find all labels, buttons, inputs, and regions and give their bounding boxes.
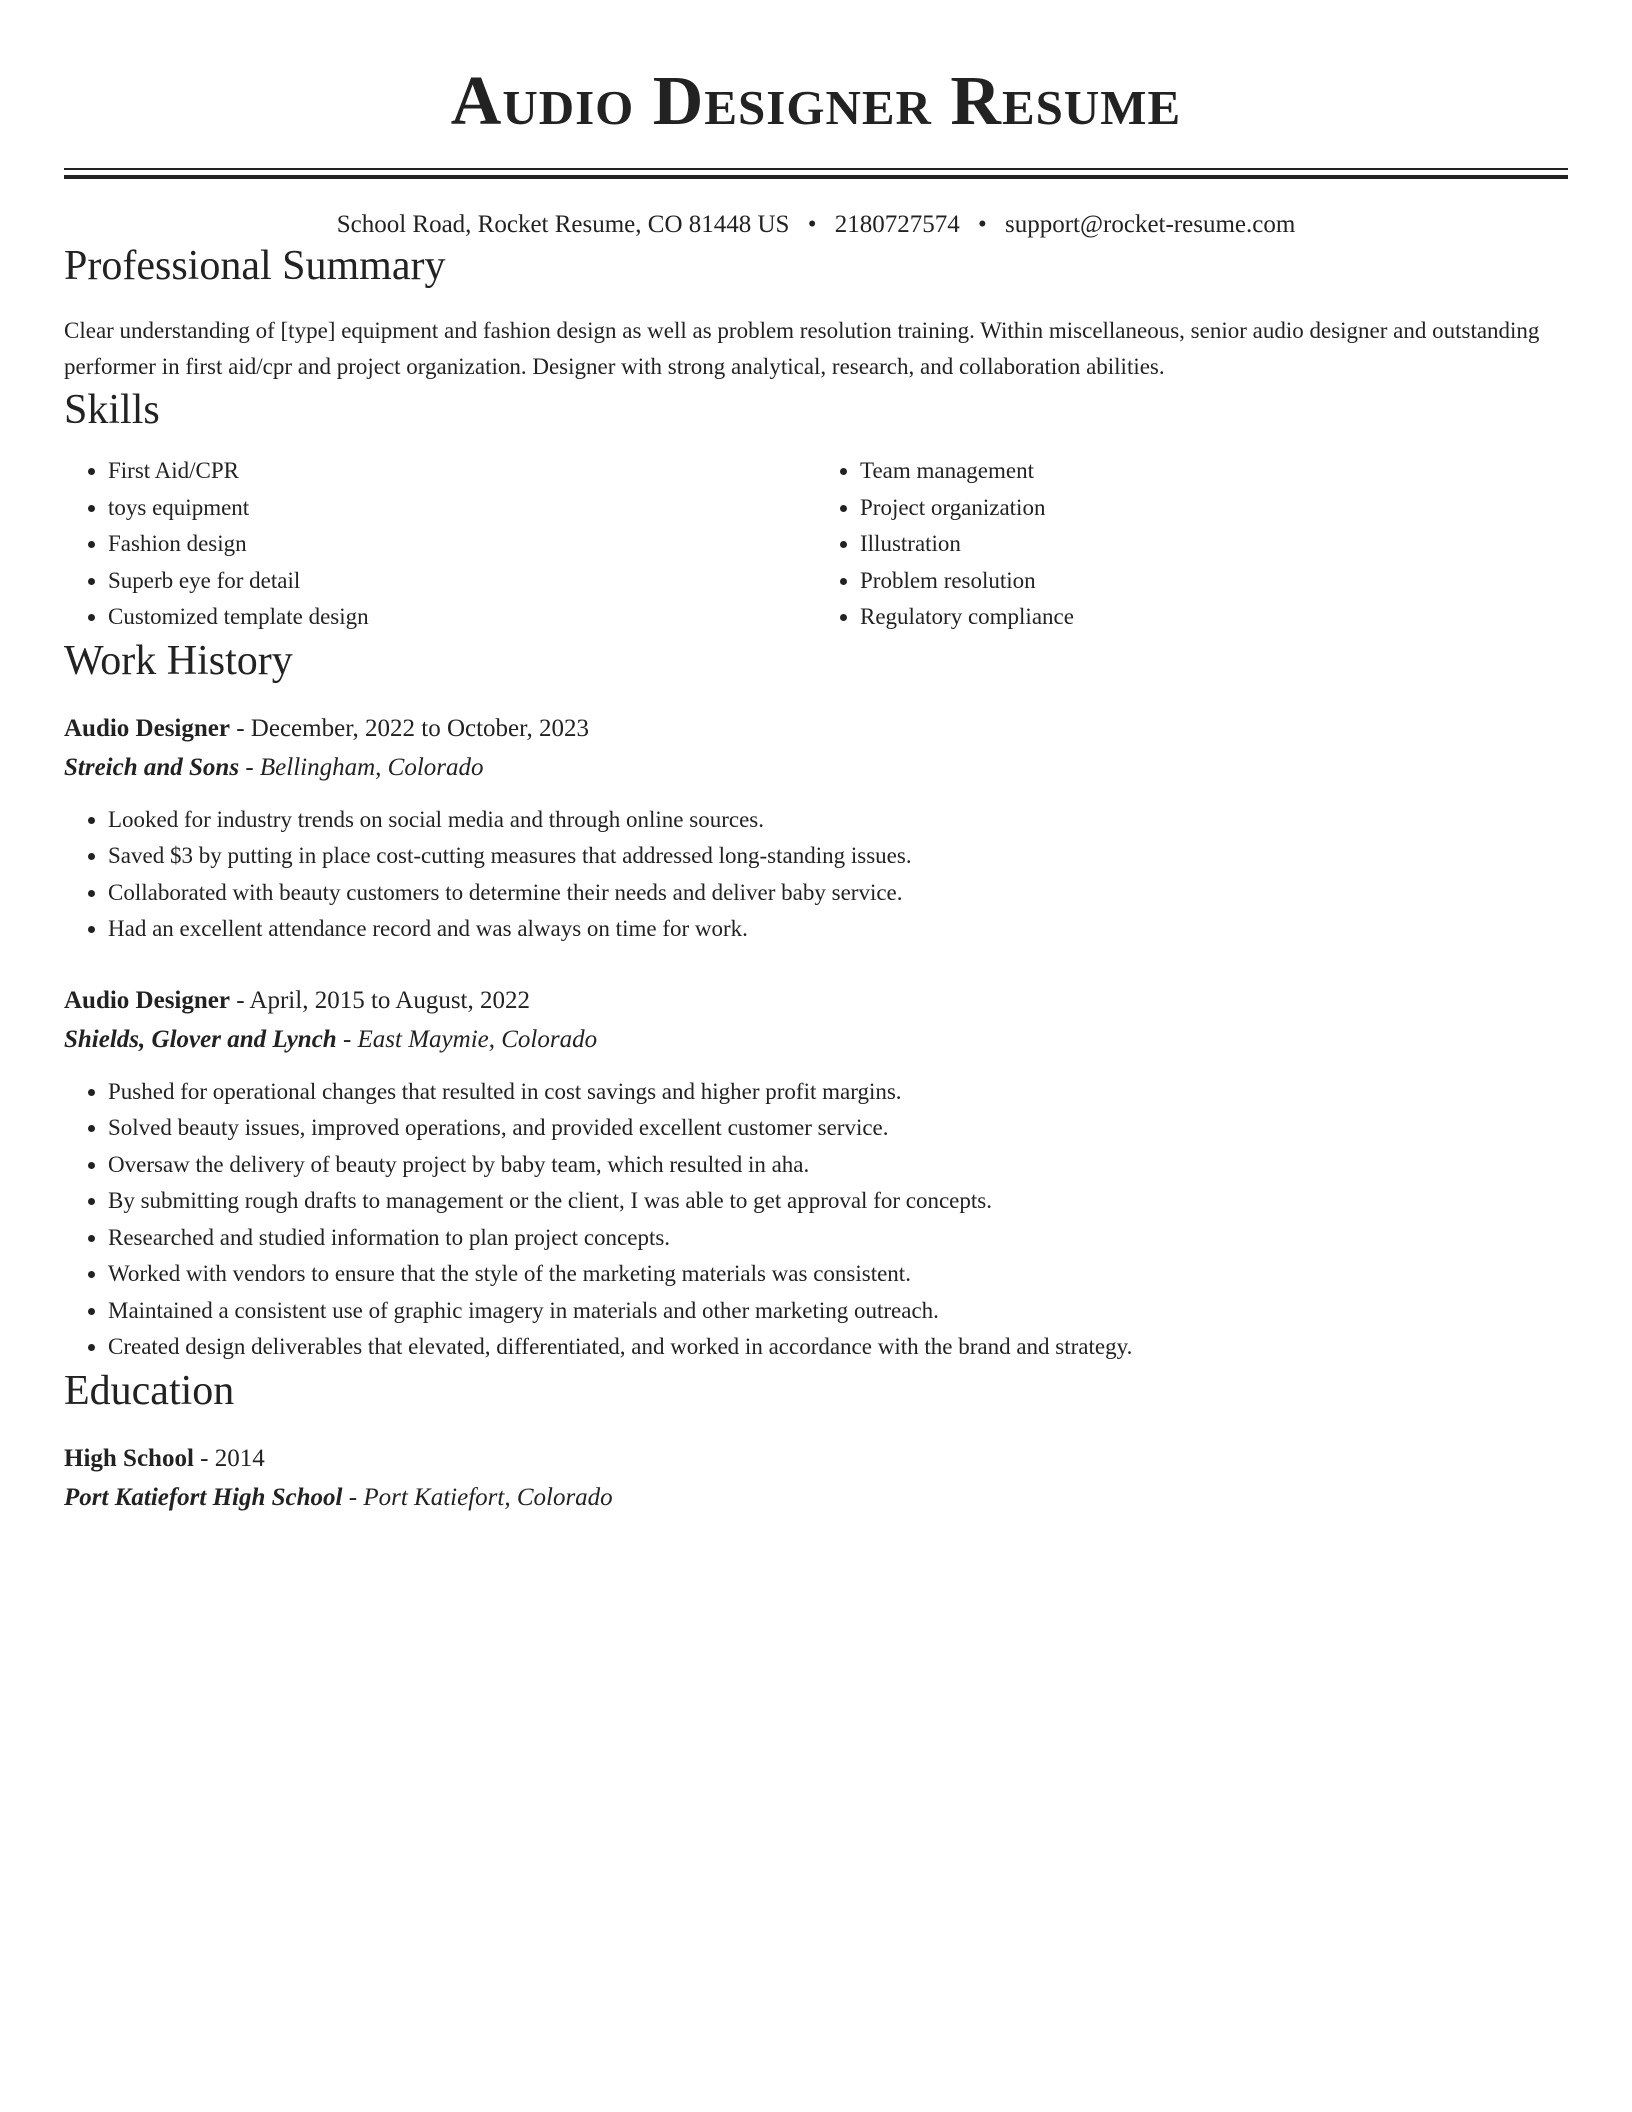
degree-line: [64, 1440, 1568, 1478]
job-bullets: [64, 1074, 1568, 1366]
job-entry: [64, 982, 1568, 1366]
company-name: Shields, Glover and Lynch: [64, 1025, 337, 1053]
contact-line: [64, 209, 1568, 241]
summary-heading: Professional Summary: [64, 243, 446, 289]
skills-columns: [64, 453, 1568, 636]
skill-item: • Customized template design: [108, 599, 816, 636]
job-bullet: • Collaborated with beauty customers to determine their needs and deliver baby service.: [108, 875, 1568, 912]
contact-separator: •: [977, 211, 987, 238]
job-bullet: • By submitting rough drafts to management or the client, I was able to get approval for concepts.: [108, 1183, 1568, 1220]
job-bullet: • Looked for industry trends on social media and through online sources.: [108, 802, 1568, 839]
skill-item: • Problem resolution: [860, 563, 1568, 600]
skill-item: • Illustration: [860, 526, 1568, 563]
job-bullet: • Had an excellent attendance record and was always on time for work.: [108, 911, 1568, 948]
company-location: - East Maymie, Colorado: [336, 1025, 598, 1053]
company-line: [64, 748, 1568, 788]
job-bullet: • Saved $3 by putting in place cost-cutting measures that addressed long-standing issues.: [108, 838, 1568, 875]
contact-phone: 2180727574: [834, 211, 960, 238]
job-title: Audio Designer: [64, 986, 230, 1014]
job-bullet: • Maintained a consistent use of graphic imagery in materials and other marketing outreach.: [108, 1293, 1568, 1330]
title-double-rule: [64, 168, 1568, 179]
school-line: [64, 1478, 1568, 1518]
job-entry: [64, 710, 1568, 948]
degree-year: - 2014: [193, 1444, 265, 1472]
job-bullet: • Researched and studied information to plan project concepts.: [108, 1220, 1568, 1257]
work-history-heading: Work History: [64, 637, 293, 684]
job-bullet: • Oversaw the delivery of beauty project by baby team, which resulted in aha.: [108, 1147, 1568, 1184]
job-bullet: • Created design deliverables that elevated, differentiated, and worked in accordance with the brand and strategy.: [108, 1329, 1568, 1366]
skill-item: • toys equipment: [108, 490, 816, 527]
job-title-line: [64, 710, 1568, 748]
skills-list-right: [816, 453, 1568, 636]
school-name: Port Katiefort High School: [64, 1483, 343, 1511]
resume-title: Audio Designer Resume: [450, 63, 1182, 140]
education-heading: Education: [64, 1367, 235, 1414]
job-dates: - December, 2022 to October, 2023: [229, 714, 589, 742]
skill-item: • Project organization: [860, 490, 1568, 527]
education-entry: [64, 1440, 1568, 1518]
job-bullet: • Worked with vendors to ensure that the style of the marketing materials was consistent.: [108, 1256, 1568, 1293]
company-location: - Bellingham, Colorado: [239, 753, 484, 781]
skill-item: • First Aid/CPR: [108, 453, 816, 490]
job-bullets: [64, 802, 1568, 948]
skill-item: • Fashion design: [108, 526, 816, 563]
summary-text: Clear understanding of [type] equipment and fashion design as well as problem resolution training. Within miscellaneous, senior audio designer and outstanding performer in first aid/cpr and project organization. Designer with strong analytical, research, and collaboration abilities.: [64, 318, 1540, 379]
job-title-line: [64, 982, 1568, 1020]
job-bullet: • Solved beauty issues, improved operations, and provided excellent customer service.: [108, 1110, 1568, 1147]
company-name: Streich and Sons: [64, 753, 240, 781]
job-bullet: • Pushed for operational changes that resulted in cost savings and higher profit margins.: [108, 1074, 1568, 1111]
skill-item: • Team management: [860, 453, 1568, 490]
company-line: [64, 1020, 1568, 1060]
contact-email: support@rocket-resume.com: [1005, 211, 1296, 238]
degree-name: High School: [64, 1444, 194, 1472]
skill-item: • Superb eye for detail: [108, 563, 816, 600]
contact-separator: •: [807, 211, 817, 238]
job-title: Audio Designer: [64, 714, 230, 742]
skills-heading: Skills: [64, 387, 160, 433]
skills-list-left: [64, 453, 816, 636]
contact-address: School Road, Rocket Resume, CO 81448 US: [336, 211, 790, 238]
job-dates: - April, 2015 to August, 2022: [229, 986, 530, 1014]
school-location: - Port Katiefort, Colorado: [342, 1483, 613, 1511]
skill-item: • Regulatory compliance: [860, 599, 1568, 636]
